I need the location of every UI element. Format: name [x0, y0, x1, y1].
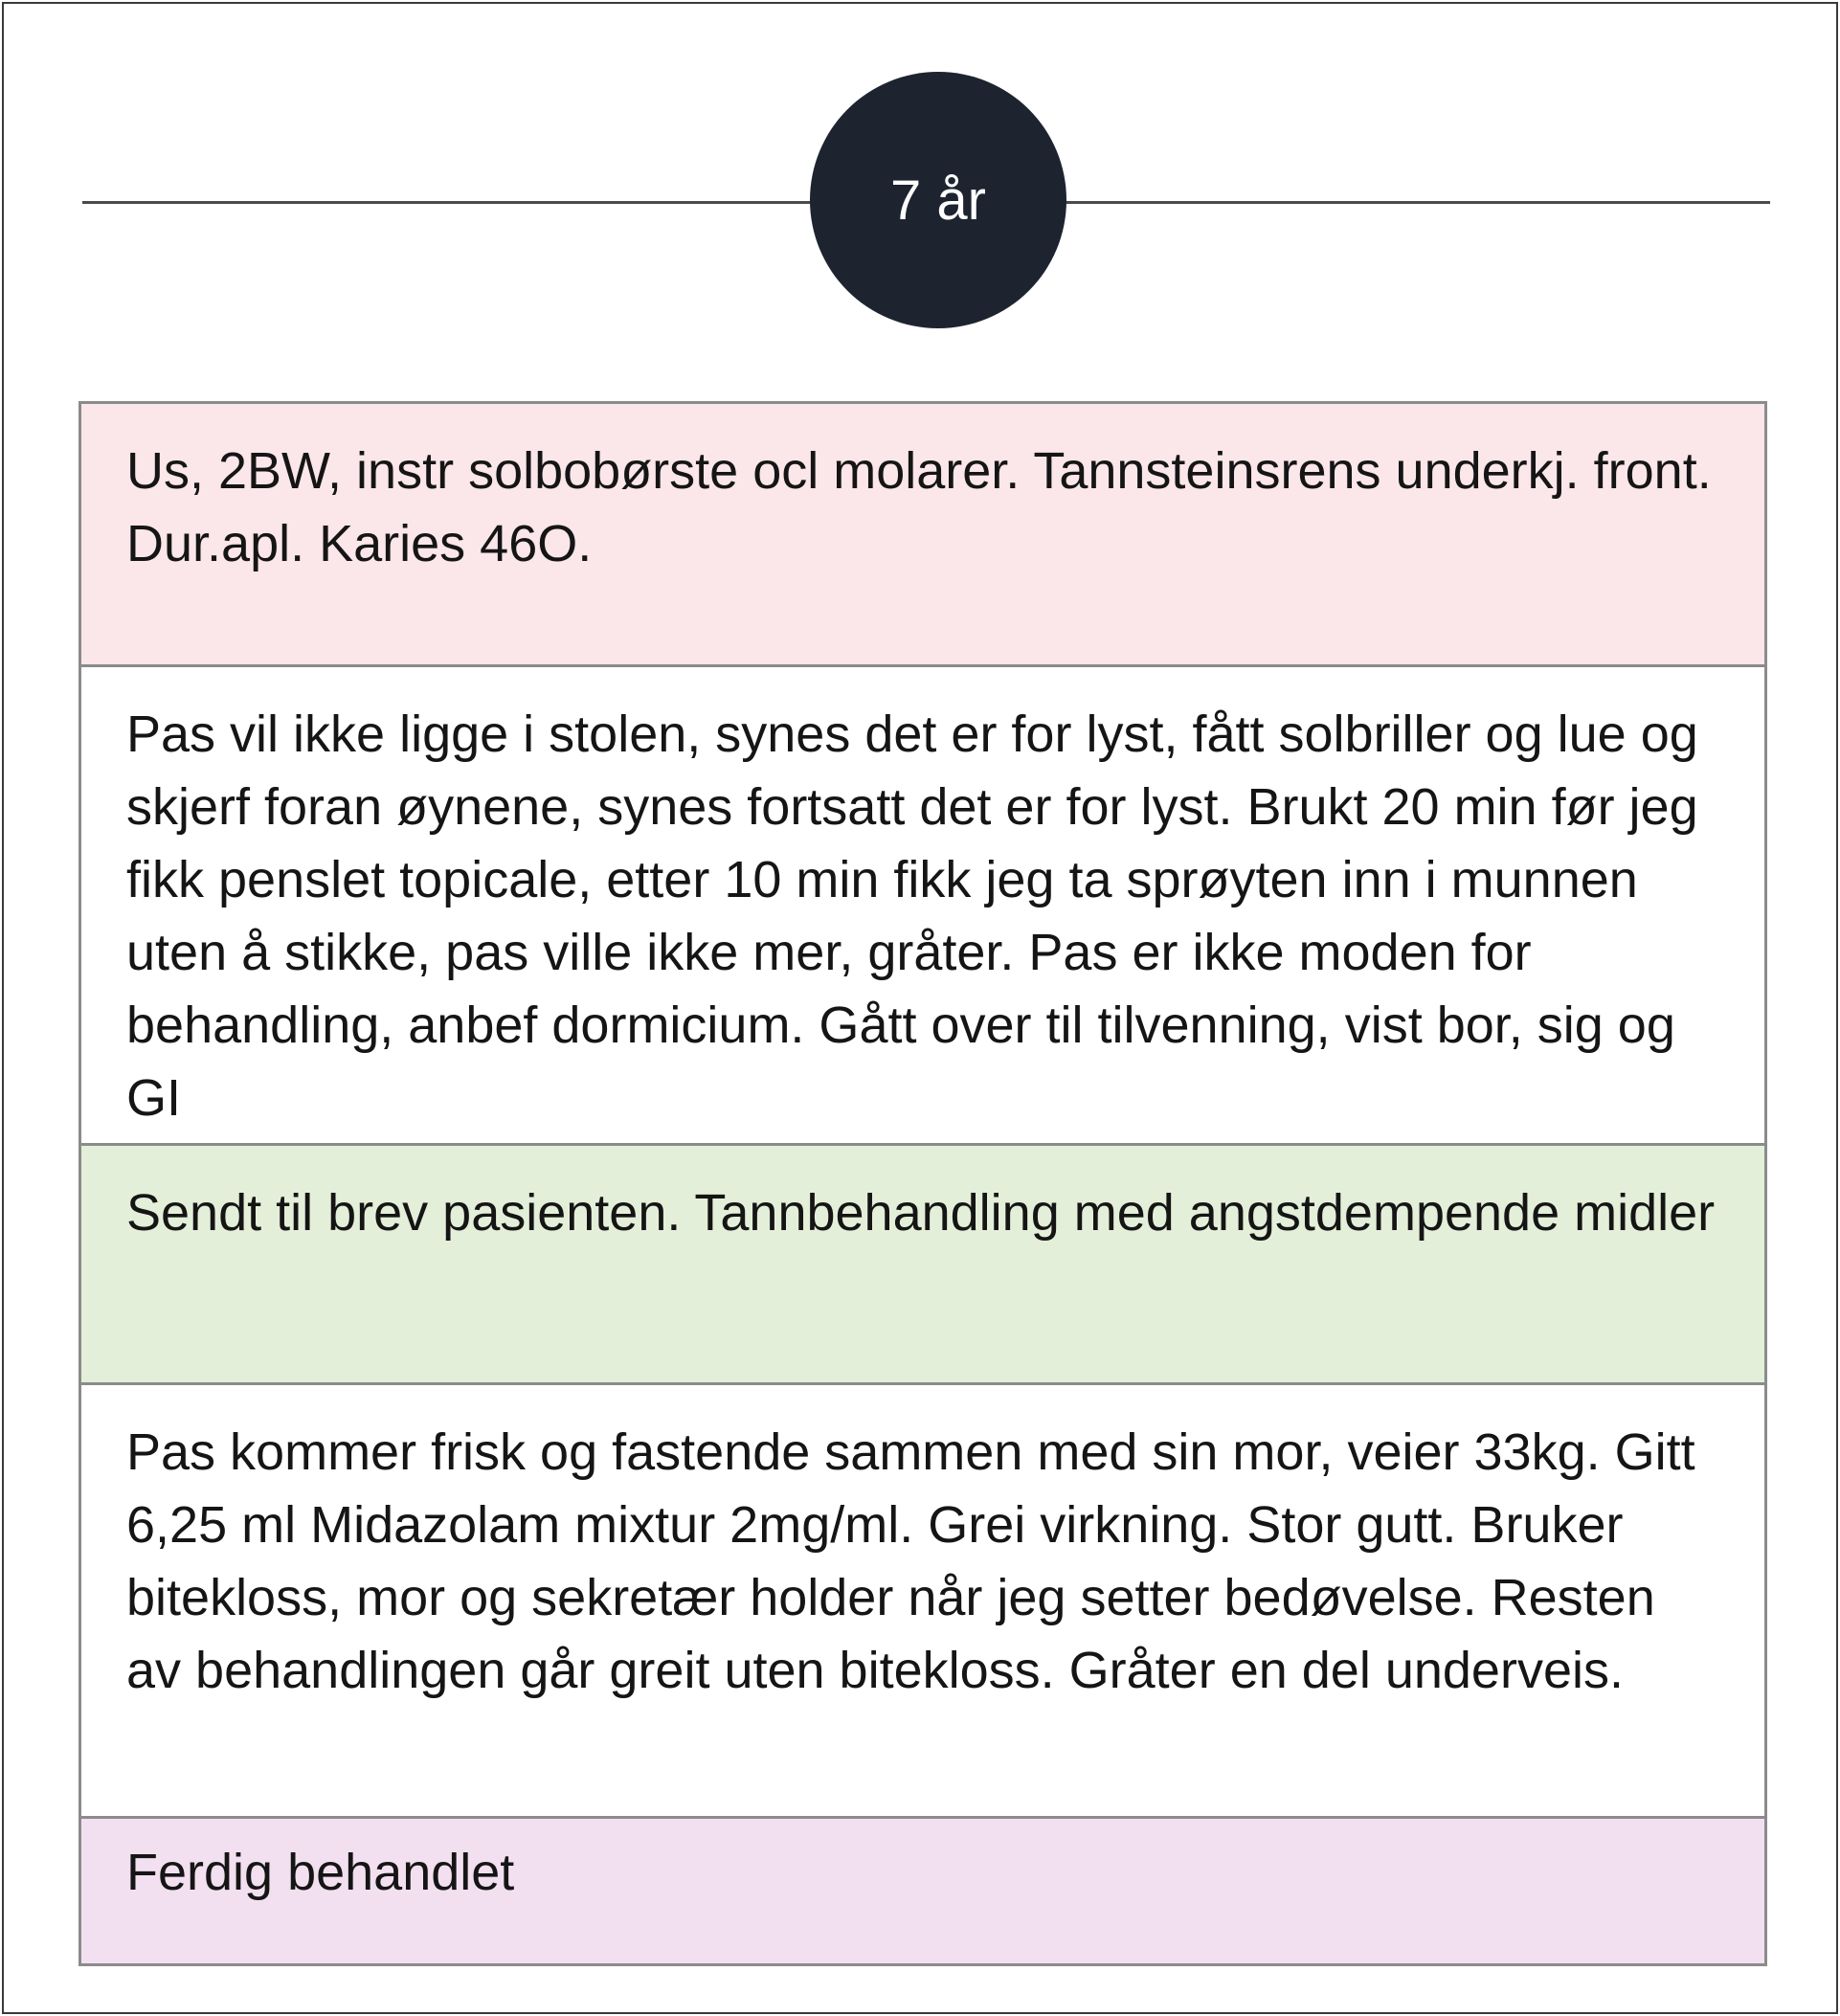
figure-frame [2, 2, 1838, 2014]
entry-completed: Ferdig behandlet [81, 1816, 1764, 1963]
entry-visit-2: Pas vil ikke ligge i stolen, synes det er for lyst, fått solbriller og lue og skjerf foran øynene, synes fortsatt det er for lyst. Brukt 20 min før jeg fikk penslet topicale, etter 10 min fikk jeg ta sprøyten inn i munnen uten å stikke, pas ville ikke mer, gråter. Pas er ikke moden for behandling, anbef dormicium. Gått over til tilvenning, vist bor, sig og GI [81, 664, 1764, 1143]
entry-visit-1: Us, 2BW, instr solbobørste ocl molarer. Tannsteinsrens underkj. front. Dur.apl. Karies 46O. [81, 404, 1764, 664]
entry-sedation-visit: Pas kommer frisk og fastende sammen med sin mor, veier 33kg. Gitt 6,25 ml Midazolam mixtur 2mg/ml. Grei virkning. Stor gutt. Bruker bitekloss, mor og sekretær holder når jeg setter bedøvelse. Resten av behandlingen går greit uten bitekloss. Gråter en del underveis. [81, 1382, 1764, 1816]
entry-referral: Sendt til brev pasienten. Tannbehandling med angstdempende midler [81, 1143, 1764, 1382]
age-badge: 7 år [810, 72, 1066, 328]
entries-table [79, 401, 1767, 1966]
